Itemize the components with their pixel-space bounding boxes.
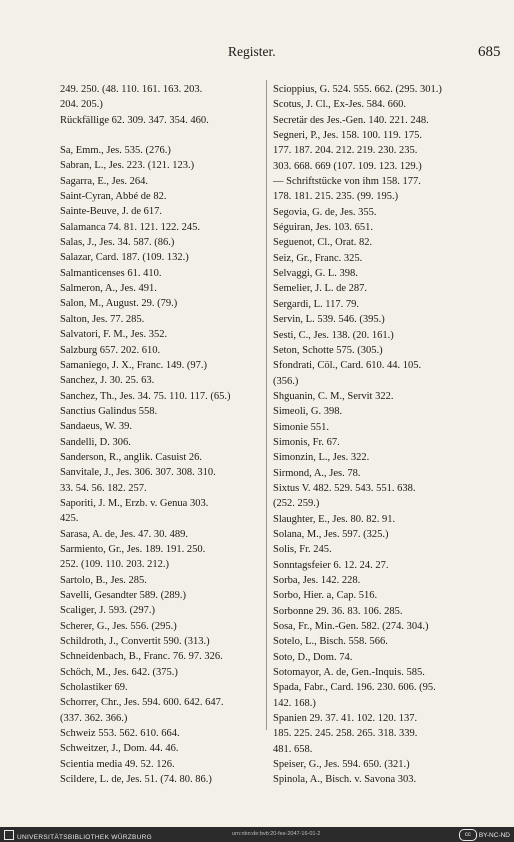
index-entry: Shguanin, C. M., Servit 322. xyxy=(273,390,394,402)
index-entry: Semelier, J. L. de 287. xyxy=(273,283,368,295)
index-entry: Sorbo, Hier. a, Cap. 516. xyxy=(273,590,378,602)
index-entry: Solana, M., Jes. 597. (325.) xyxy=(273,528,389,540)
index-entry: 178. 181. 215. 235. (99. 195.) xyxy=(273,191,399,203)
index-entry: Sanvitale, J., Jes. 306. 307. 308. 310. xyxy=(60,467,216,479)
index-entry: Salon, M., August. 29. (79.) xyxy=(60,298,178,310)
index-entry: Salas, J., Jes. 34. 587. (86.) xyxy=(60,237,175,249)
index-entry: Sabran, L., Jes. 223. (121. 123.) xyxy=(60,160,195,172)
index-entry: Salamanca 74. 81. 121. 122. 245. xyxy=(60,221,200,233)
index-entry: Secretär des Jes.-Gen. 140. 221. 248. xyxy=(273,114,429,126)
index-entry: Sainte-Beuve, J. de 617. xyxy=(60,206,163,218)
index-entry: 33. 54. 56. 182. 257. xyxy=(60,482,147,494)
index-entry: Sirmond, A., Jes. 78. xyxy=(273,467,361,479)
index-entry: Soto, D., Dom. 74. xyxy=(273,651,353,663)
index-entry: Rückfällige 62. 309. 347. 354. 460. xyxy=(60,114,209,126)
library-logo-icon xyxy=(4,830,14,840)
index-entry: 249. 250. (48. 110. 161. 163. 203. xyxy=(60,84,203,95)
index-entry: Sagarra, E., Jes. 264. xyxy=(60,175,149,187)
index-entry: Selvaggi, G. L. 398. xyxy=(273,268,358,280)
index-entry: Sergardi, L. 117. 79. xyxy=(273,298,360,310)
index-entry: Sorbonne 29. 36. 83. 106. 285. xyxy=(273,605,403,617)
left-column xyxy=(60,82,260,787)
index-entry: Sanchez, Th., Jes. 34. 75. 110. 117. (65.) xyxy=(60,390,231,402)
index-entry: Spinola, A., Bisch. v. Savona 303. xyxy=(273,774,417,786)
index-entry: Salazar, Card. 187. (109. 132.) xyxy=(60,252,189,264)
column-divider xyxy=(266,80,267,730)
index-entry: Slaughter, E., Jes. 80. 82. 91. xyxy=(273,513,396,525)
library-name: UNIVERSITÄTSBIBLIOTHEK WÜRZBURG xyxy=(17,834,152,841)
index-entry: Scherer, G., Jes. 556. (295.) xyxy=(60,620,177,632)
index-entry: Sotelo, L., Bisch. 558. 566. xyxy=(273,636,388,648)
library-brand xyxy=(4,830,152,841)
index-entry: Spada, Fabr., Card. 196. 230. 606. (95. xyxy=(273,682,436,694)
index-entry: Salvatori, F. M., Jes. 352. xyxy=(60,329,168,341)
index-entry: 142. 168.) xyxy=(273,697,316,709)
index-entry: Schweiz 553. 562. 610. 664. xyxy=(60,728,180,740)
urn-text: urn:nbn:de:bvb:20-fes-2047-16-01-2 xyxy=(232,831,321,837)
index-entry: Salmanticenses 61. 410. xyxy=(60,267,162,279)
index-entry: Schweitzer, J., Dom. 44. 46. xyxy=(60,743,179,755)
page-number: 685 xyxy=(478,44,501,60)
index-entry: Seguenot, Cl., Orat. 82. xyxy=(273,237,373,249)
footer-bar xyxy=(0,827,514,842)
index-entry: Saint-Cyran, Abbé de 82. xyxy=(60,191,167,203)
section-gap xyxy=(60,128,260,143)
index-entry: Sarasa, A. de, Jes. 47. 30. 489. xyxy=(60,528,189,540)
index-entry: Savelli, Gesandter 589. (289.) xyxy=(60,590,186,601)
license-label: BY-NC-ND xyxy=(478,831,510,839)
index-entry: 303. 668. 669 (107. 109. 123. 129.) xyxy=(273,160,422,172)
index-entry: Seiz, Gr., Franc. 325. xyxy=(273,252,363,264)
index-entry: Simonis, Fr. 67. xyxy=(273,436,340,448)
index-entry: Schorrer, Chr., Jes. 594. 600. 642. 647. xyxy=(60,697,224,709)
index-entry: Sorba, Jes. 142. 228. xyxy=(273,575,361,586)
index-entry: Segneri, P., Jes. 158. 100. 119. 175. xyxy=(273,130,422,142)
index-entry: Spanien 29. 37. 41. 102. 120. 137. xyxy=(273,713,418,725)
index-entry: Simonie 551. xyxy=(273,421,330,433)
index-entry: Scholastiker 69. xyxy=(60,682,128,694)
index-entry: Samaniego, J. X., Franc. 149. (97.) xyxy=(60,359,207,371)
index-entry: Sixtus V. 482. 529. 543. 551. 638. xyxy=(273,482,416,494)
index-entry: 481. 658. xyxy=(273,743,313,755)
index-entry: Scaliger, J. 593. (297.) xyxy=(60,605,155,617)
index-entry: Schildroth, J., Convertit 590. (313.) xyxy=(60,636,210,648)
index-entry: Sosa, Fr., Min.-Gen. 582. (274. 304.) xyxy=(273,621,429,633)
index-entry: Simeoli, G. 398. xyxy=(273,406,343,418)
index-entry: (337. 362. 366.) xyxy=(60,712,128,724)
page-header xyxy=(0,44,514,64)
index-entry: Segovia, G. de, Jes. 355. xyxy=(273,206,377,218)
index-entry: Sandelli, D. 306. xyxy=(60,436,131,448)
index-entry: Salton, Jes. 77. 285. xyxy=(60,313,145,325)
index-entry: Sanderson, R., anglik. Casuist 26. xyxy=(60,451,203,463)
index-entry: Sfondrati, Cöl., Card. 610. 44. 105. xyxy=(273,360,422,372)
index-entry: Sonntagsfeier 6. 12. 24. 27. xyxy=(273,559,389,571)
index-entry: Sotomayor, A. de, Gen.-Inquis. 585. xyxy=(273,667,425,679)
cc-icon: cc xyxy=(459,829,477,841)
index-entry: 177. 187. 204. 212. 219. 230. 235. xyxy=(273,145,418,157)
index-entry: Solis, Fr. 245. xyxy=(273,544,332,556)
index-entry: Speiser, G., Jes. 594. 650. (321.) xyxy=(273,759,410,771)
index-entry: Schöch, M., Jes. 642. (375.) xyxy=(60,666,178,678)
right-column xyxy=(273,82,485,788)
index-entry: (252. 259.) xyxy=(273,498,320,510)
index-entry: Simonzin, L., Jes. 322. xyxy=(273,452,370,464)
index-entry: (356.) xyxy=(273,375,299,387)
index-entry: Salzburg 657. 202. 610. xyxy=(60,344,161,356)
index-entry: Scotus, J. Cl., Ex-Jes. 584. 660. xyxy=(273,99,407,111)
index-entry: Saporiti, J. M., Erzb. v. Genua 303. xyxy=(60,497,209,509)
index-entry: 185. 225. 245. 258. 265. 318. 339. xyxy=(273,728,418,740)
index-entry: Séguiran, Jes. 103. 651. xyxy=(273,222,374,234)
index-entry: 425. xyxy=(60,513,79,525)
index-entry: Sesti, C., Jes. 138. (20. 161.) xyxy=(273,329,394,341)
index-entry: Sarmiento, Gr., Jes. 189. 191. 250. xyxy=(60,543,206,555)
index-entry: Sandaeus, W. 39. xyxy=(60,421,133,433)
index-entry: Sartolo, B., Jes. 285. xyxy=(60,574,147,586)
index-entry: Sanctius Galindus 558. xyxy=(60,405,158,417)
index-entry: 204. 205.) xyxy=(60,99,103,111)
index-entry: — Schriftstücke von ihm 158. 177. xyxy=(273,176,421,188)
index-entry: Sanchez, J. 30. 25. 63. xyxy=(60,375,155,387)
license-badge xyxy=(459,829,510,841)
index-entry: Scildere, L. de, Jes. 51. (74. 80. 86.) xyxy=(60,774,212,786)
running-title: Register. xyxy=(228,44,276,59)
index-entry: Scientia media 49. 52. 126. xyxy=(60,758,175,770)
index-entry: Schneidenbach, B., Franc. 76. 97. 326. xyxy=(60,651,223,663)
index-entry: Scioppius, G. 524. 555. 662. (295. 301.) xyxy=(273,84,442,95)
index-entry: Salmeron, A., Jes. 491. xyxy=(60,283,157,295)
index-entry: Seton, Schotte 575. (305.) xyxy=(273,344,383,356)
index-entry: Sa, Emm., Jes. 535. (276.) xyxy=(60,145,171,157)
index-entry: Servin, L. 539. 546. (395.) xyxy=(273,314,385,326)
index-entry: 252. (109. 110. 203. 212.) xyxy=(60,559,169,571)
